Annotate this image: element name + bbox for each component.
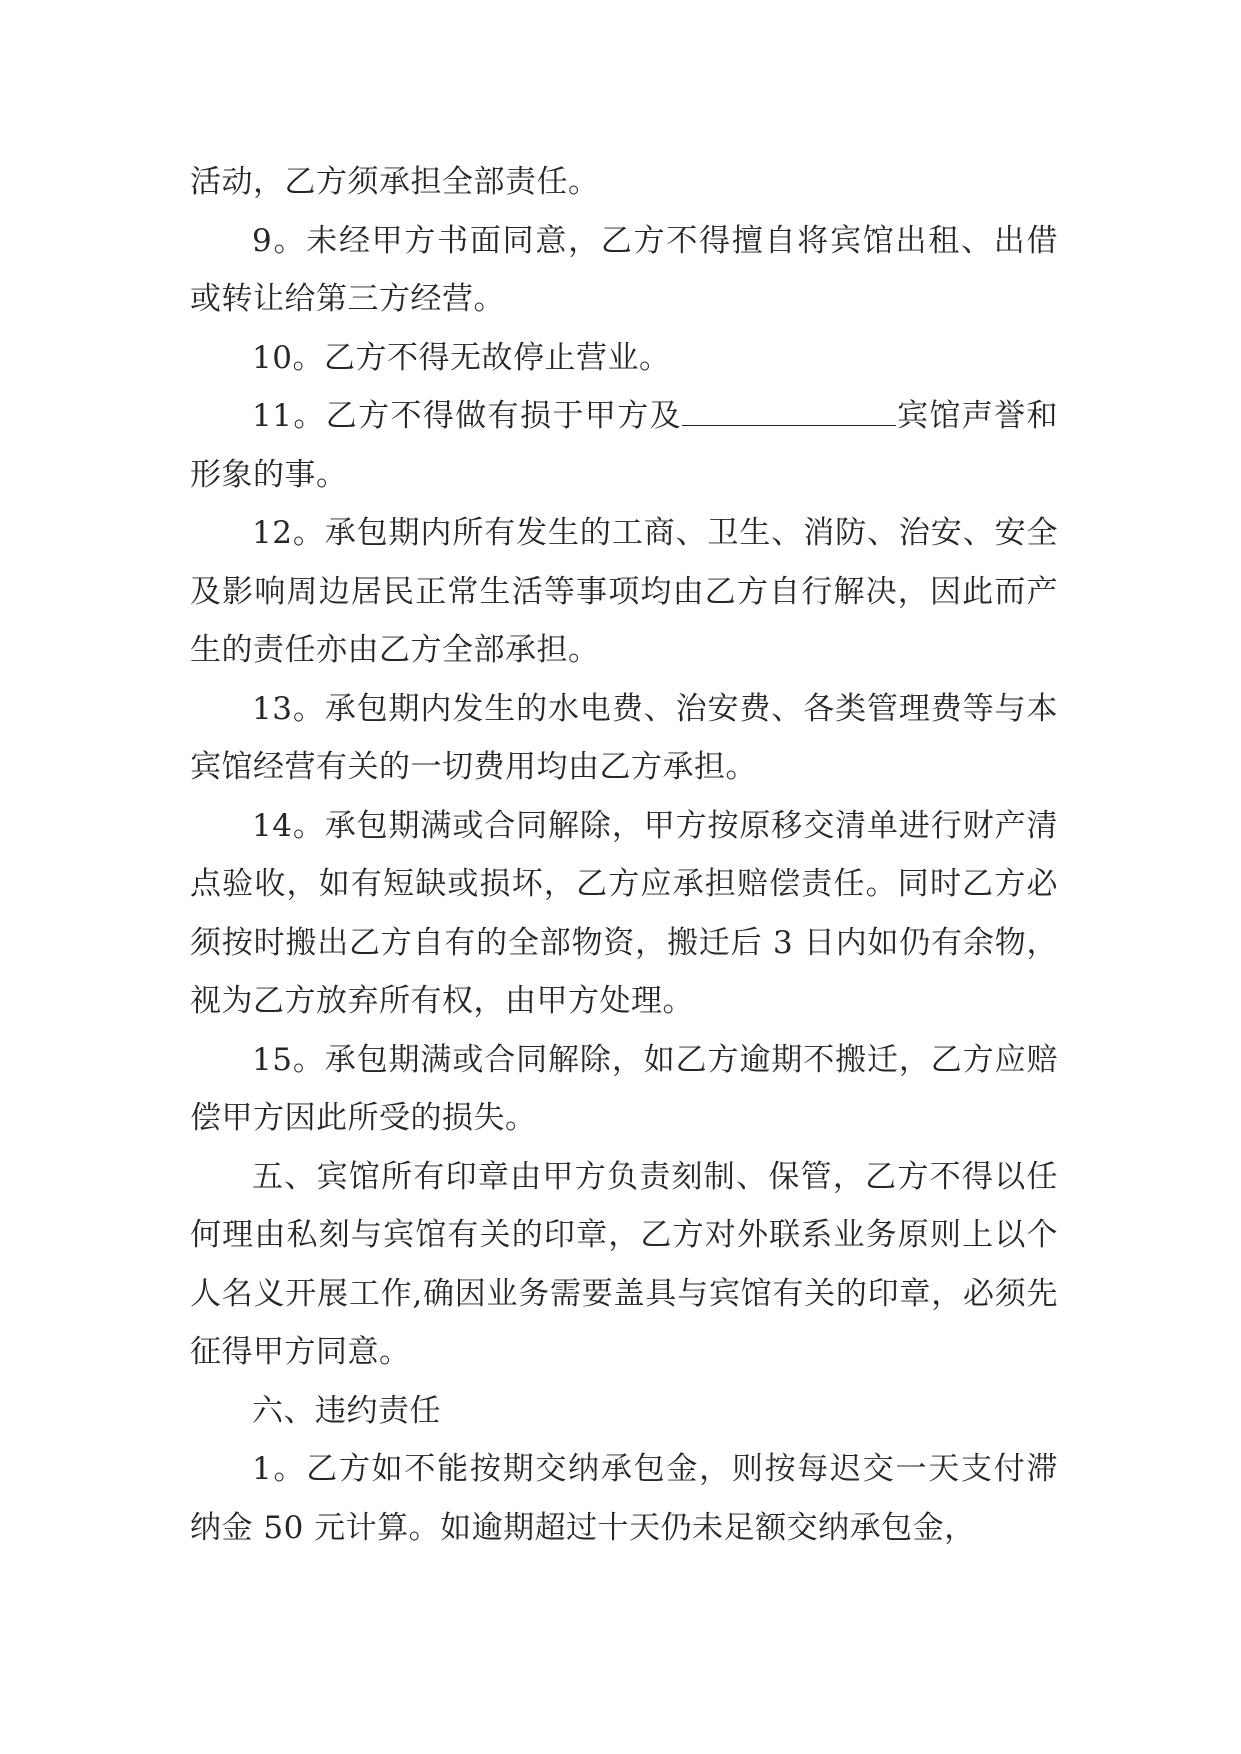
clause-9: 9。未经甲方书面同意，乙方不得擅自将宾馆出租、出借或转让给第三方经营。 <box>190 222 1058 317</box>
section-5: 五、宾馆所有印章由甲方负责刻制、保管，乙方不得以任何理由私刻与宾馆有关的印章，乙方对外联系业务原则上以个人名义开展工作,确因业务需要盖具与宾馆有关的印章，必须先征得甲方同意。 <box>190 1158 1058 1370</box>
document-body <box>190 153 1058 1557</box>
clause-12: 12。承包期内所有发生的工商、卫生、消防、治安、安全及影响周边居民正常生活等事项均由乙方自行解决，因此而产生的责任亦由乙方全部承担。 <box>190 515 1058 668</box>
clause-11-text-after: 宾馆声誉和形象的事。 <box>190 398 1059 493</box>
paragraph-continuation: 活动，乙方须承担全部责任。 <box>190 164 600 200</box>
clause-11 <box>190 387 1058 504</box>
clause-14: 14。承包期满或合同解除，甲方按原移交清单进行财产清点验收，如有短缺或损坏，乙方应承担赔偿责任。同时乙方必须按时搬出乙方自有的全部物资，搬迁后 3 日内如仍有余物，视为乙方放弃所有权，由甲方处理。 <box>190 807 1058 1019</box>
section-6-clause-1: 1。乙方如不能按期交纳承包金，则按每迟交一天支付滞纳金 50 元计算。如逾期超过十天仍未足额交纳承包金， <box>190 1451 1058 1546</box>
section-6-heading: 六、违约责任 <box>252 1392 441 1429</box>
clause-10: 10。乙方不得无故停止营业。 <box>252 339 671 376</box>
clause-11-text-before: 11。乙方不得做有损于甲方及 <box>252 398 683 434</box>
clause-13: 13。承包期内发生的水电费、治安费、各类管理费等与本宾馆经营有关的一切费用均由乙方承担。 <box>190 690 1058 785</box>
blank-line <box>682 399 896 426</box>
clause-15: 15。承包期满或合同解除，如乙方逾期不搬迁，乙方应赔偿甲方因此所受的损失。 <box>190 1041 1058 1136</box>
